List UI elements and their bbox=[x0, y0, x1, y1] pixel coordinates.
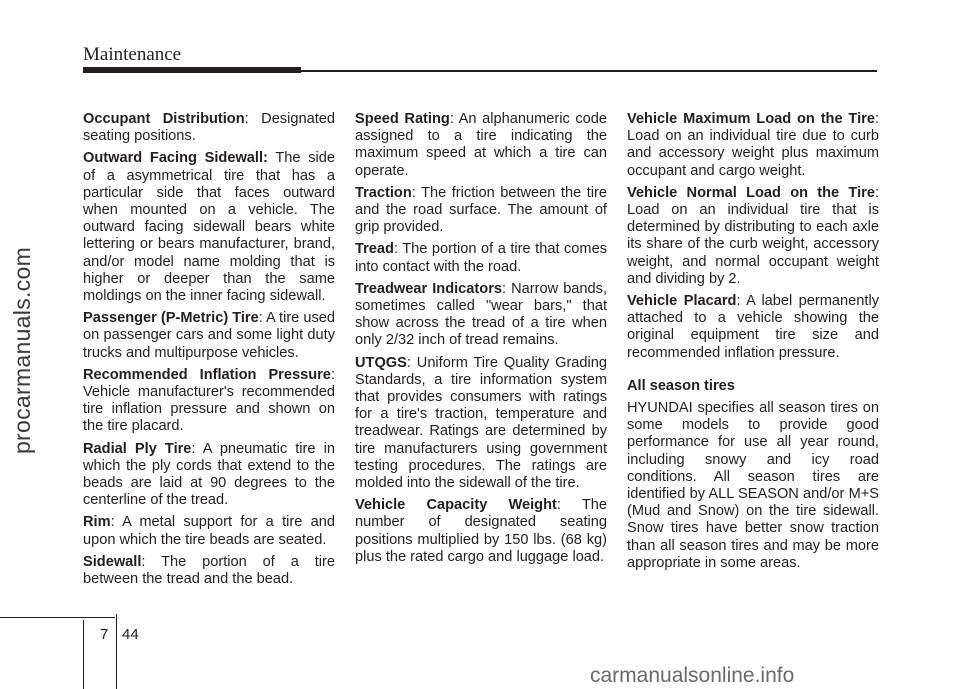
definition-text: A pneumatic tire in which the ply cords that extend to the beads are laid at 90 degrees to the centerline of the tread. bbox=[83, 440, 335, 509]
definition-text: Narrow bands, sometimes called "wear bars," that show across the tread of a tire when only 2/32 inch of tread remains. bbox=[355, 280, 608, 349]
section-heading-all-season-tires: All season tires bbox=[627, 377, 735, 394]
definition-separator: : bbox=[244, 111, 262, 127]
chapter-number: 7 bbox=[100, 626, 109, 643]
definition-rim bbox=[83, 514, 335, 548]
definition-text: The number of designated seating positions multiplied by 150 lbs. (68 kg) plus the rated cargo and luggage load. bbox=[355, 497, 607, 565]
definition-separator: : bbox=[736, 293, 747, 310]
definition-text: The portion of a tire between the tread and the bead. bbox=[83, 553, 335, 588]
footer-rule bbox=[0, 617, 115, 618]
definition-term: Vehicle Placard bbox=[627, 293, 737, 310]
definition-separator: : bbox=[874, 111, 879, 127]
side-watermark-text: procarmanuals.com bbox=[9, 246, 36, 454]
definition-term: Vehicle Normal Load on the Tire bbox=[627, 184, 875, 201]
definition-sidewall bbox=[83, 554, 335, 588]
definition-term: Rim bbox=[83, 514, 111, 531]
definition-separator: : bbox=[258, 310, 267, 327]
column-2 bbox=[355, 111, 607, 571]
definition-outward-facing-sidewall bbox=[83, 150, 335, 305]
definition-speed-rating bbox=[355, 111, 607, 180]
definition-term: UTQGS bbox=[355, 354, 407, 371]
definition-term: Vehicle Maximum Load on the Tire bbox=[627, 111, 875, 127]
definition-text: A label permanently attached to a vehicle showing the original equipment tire size and recommended inflation pressure. bbox=[627, 293, 879, 361]
definition-separator: : bbox=[393, 241, 403, 258]
definition-text: A tire used on passenger cars and some light duty trucks and multipurpose vehicles. bbox=[83, 310, 336, 361]
definition-separator: : bbox=[191, 440, 203, 457]
page-header-title: Maintenance bbox=[83, 44, 182, 65]
definition-vehicle-placard bbox=[627, 293, 879, 362]
side-watermark bbox=[3, 190, 43, 510]
footer-divider-mid bbox=[116, 614, 117, 689]
column-3 bbox=[627, 111, 879, 577]
definition-text: Load on an individual tire due to curb and accessory weight plus maximum occupant and cargo weight. bbox=[627, 128, 879, 179]
definition-term: Recommended Inflation Pressure bbox=[83, 366, 331, 383]
definition-term: Sidewall bbox=[83, 553, 142, 570]
definition-utqgs bbox=[355, 355, 607, 493]
definition-separator: : bbox=[556, 497, 582, 514]
definition-term: Radial Ply Tire bbox=[83, 440, 192, 457]
definition-vehicle-capacity-weight bbox=[355, 497, 607, 566]
definition-term: Passenger (P-Metric) Tire bbox=[83, 310, 259, 327]
definition-text: Uniform Tire Quality Grading Standards, a tire information system that provides consumers with ratings for a tire's traction, temperature and treadwear. Ratings are determined by tire manufacturers using government testing procedures. The ratings are molded into the sidewall of the tire. bbox=[355, 354, 608, 492]
definition-text: Vehicle manufacturer's recommended tire inflation pressure and shown on the tire placard. bbox=[83, 384, 335, 435]
definition-separator: : bbox=[141, 553, 162, 570]
definition-tread bbox=[355, 241, 607, 275]
definition-text: The side of a asymmetrical tire that has a particular side that faces outward when mounted on a vehicle. The outward facing sidewall bears white lettering or bears manufacturer, brand, and/or model name molding that is higher or deeper than the same moldings on the inner facing sidewall. bbox=[83, 150, 335, 305]
definition-separator: : bbox=[330, 366, 335, 383]
definition-term: Tread bbox=[355, 241, 394, 258]
definition-separator: : bbox=[502, 280, 512, 297]
page-number: 44 bbox=[122, 626, 139, 643]
column-1 bbox=[83, 111, 335, 593]
definition-occupant-distribution bbox=[83, 111, 335, 145]
definition-text: An alphanumeric code assigned to a tire indicating the maximum speed at which a tire can operate. bbox=[355, 111, 607, 179]
definition-text: Designated seating positions. bbox=[83, 111, 335, 145]
definition-text: The portion of a tire that comes into contact with the road. bbox=[355, 241, 607, 275]
header-rule-thick bbox=[83, 67, 301, 73]
definition-term: Speed Rating bbox=[355, 111, 450, 127]
definition-text: Load on an individual tire that is determined by distributing to each axle its share of the curb weight, accessory weight, and normal occupant weight and dividing by 2. bbox=[627, 202, 879, 287]
bottom-watermark: carmanualsonline.info bbox=[590, 664, 795, 687]
section-body-all-season-tires: HYUNDAI specifies all season tires on some models to provide good performance for use all year round, including snowy and icy road conditions. All season tires are identified by ALL SEASON and/or M+S (Mud and Snow) on the tire sidewall. Snow tires have better snow traction than all season tires and may be more appropriate in some areas. bbox=[627, 400, 879, 571]
definition-separator: : bbox=[406, 354, 417, 371]
definition-text: The friction between the tire and the road surface. The amount of grip provided. bbox=[355, 184, 607, 236]
definition-vehicle-maximum-load bbox=[627, 111, 879, 180]
definition-radial-ply-tire bbox=[83, 441, 335, 510]
definition-separator: : bbox=[874, 184, 879, 201]
definition-recommended-inflation-pressure bbox=[83, 367, 335, 436]
definition-traction bbox=[355, 185, 607, 237]
header-rule-thin bbox=[301, 70, 877, 72]
definition-separator: : bbox=[411, 184, 422, 201]
definition-separator: : bbox=[449, 111, 459, 127]
definition-term: Occupant Distribution bbox=[83, 111, 245, 127]
definition-treadwear-indicators bbox=[355, 281, 607, 350]
definition-term: Traction bbox=[355, 184, 412, 201]
definition-separator: : bbox=[110, 514, 123, 531]
definition-term: Treadwear Indicators bbox=[355, 280, 502, 297]
definition-passenger-tire bbox=[83, 310, 335, 362]
definition-term: Vehicle Capacity Weight bbox=[355, 497, 557, 514]
definition-text: A metal support for a tire and upon which the tire beads are seated. bbox=[83, 514, 336, 548]
definition-vehicle-normal-load bbox=[627, 185, 879, 288]
definition-term: Outward Facing Sidewall: bbox=[83, 150, 268, 167]
footer-divider-left bbox=[83, 620, 84, 689]
